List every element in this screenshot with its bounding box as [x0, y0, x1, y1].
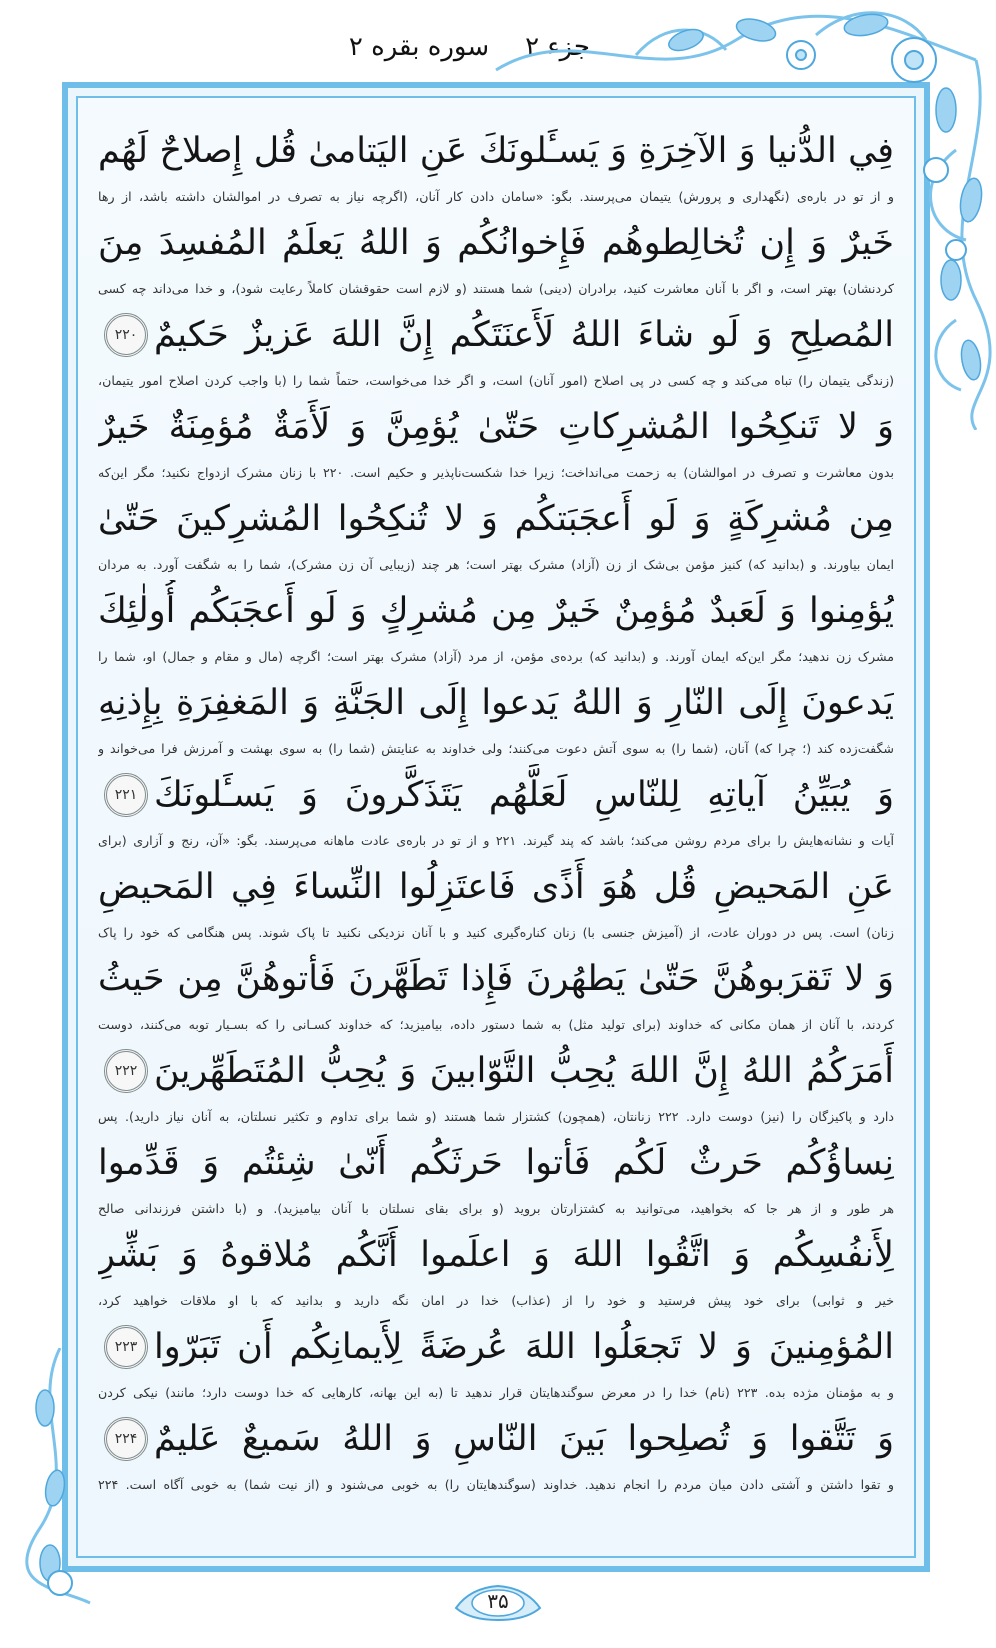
arabic-verse-line [98, 1316, 894, 1378]
arabic-verse-text: فِي الدُّنيا وَ الآخِرَةِ وَ يَسـَٔلونَكَ عَنِ اليَتامىٰ قُل إِصلاحٌ لَهُم [98, 131, 894, 171]
persian-translation-line: (زندگی یتیمان را) تباه می‌کند و چه کسی در پی اصلاح (امور آنان) است، و اگر خدا می‌خواست، حتماً شما را (با واجب کردن اصلاح امور یتیمان، [98, 373, 894, 388]
persian-translation-line: دارد و پاکیزگان را (نیز) دوست دارد. ۲۲۲ زنانتان، (همچون) کشتزار شما هستند (و شما برای تداوم و تکثیر نسلتان، به آنان نیاز دارید). پس [98, 1109, 894, 1124]
arabic-verse-line [98, 488, 894, 550]
arabic-verse-line [98, 1408, 894, 1470]
persian-translation-line: آیات و نشانه‌هایش را برای مردم روشن می‌کند؛ باشد که پند گیرند. ۲۲۱ و از تو در باره‌ی عادت ماهانه می‌پرسند. بگو: «آن، رنج و آزاری (برای [98, 833, 894, 848]
persian-translation-line: هر طور و از هر جا که بخواهید، می‌توانید به کشتزارتان بروید (و برای بقای نسلتان با آنان بیامیزید). و (با داشتن فرزندانی صالح [98, 1201, 894, 1216]
persian-translation-line: و از تو در باره‌ی (نگهداری و پرورش) یتیمان می‌پرسند. بگو: «سامان دادن کار آنان، (اگرچه نیاز به تصرف در اموالشان داشته باشد، از رها [98, 189, 894, 204]
arabic-verse-text: لِأَنفُسِكُم وَ اتَّقُوا اللهَ وَ اعلَموا أَنَّكُم مُلاقوهُ وَ بَشِّرِ [98, 1235, 894, 1275]
arabic-verse-line [98, 1224, 894, 1286]
surah-label: سوره بقره ۲ [348, 32, 490, 62]
arabic-verse-text: نِساؤُكُم حَرثٌ لَكُم فَأتوا حَرثَكُم أَنّىٰ شِئتُم وَ قَدِّموا [98, 1143, 894, 1183]
arabic-verse-line [98, 120, 894, 182]
persian-translation-line: ایمان بیاورند. و (بدانید که) کنیز مؤمن بی‌شک از زن (آزاد) مشرک بهتر است؛ هر چند (زیبایی آن زن مشرک)، شما را به شگفت آورد. به مردان [98, 557, 894, 572]
arabic-verse-line [98, 764, 894, 826]
arabic-verse-line [98, 672, 894, 734]
arabic-verse-line [98, 212, 894, 274]
arabic-verse-line [98, 948, 894, 1010]
persian-translation-line: کردند، با آنان از همان مکانی که خداوند (برای تولید مثل) به شما دستور داده، بیامیزید؛ که خداوند کسـانی را که بسـیار توبه می‌کنند، دوست [98, 1017, 894, 1032]
ayah-number-marker: ۲۲۰ [104, 313, 148, 357]
arabic-verse-text: عَنِ المَحيضِ قُل هُوَ أَذًى فَاعتَزِلُوا النِّساءَ فِي المَحيضِ [98, 867, 894, 907]
arabic-verse-text: وَ يُبَيِّنُ آياتِهِ لِلنّاسِ لَعَلَّهُم يَتَذَكَّرونَ وَ يَسـَٔلونَكَ [154, 775, 894, 815]
arabic-verse-line [98, 396, 894, 458]
arabic-verse-line [98, 856, 894, 918]
persian-translation-line: بدون معاشرت و تصرف در اموالشان) به زحمت می‌انداخت؛ زیرا خدا شکست‌ناپذیر و حکیم است. ۲۲۰ با زنان مشرک ازدواج نکنید؛ مگر این‌که [98, 465, 894, 480]
persian-translation-line: زنان) است. پس در دوران عادت، از (آمیزش جنسی با) زنان کناره‌گیری کنید و با آنان نزدیکی نکنید تا پاک شوند. پس هنگامی که خود را پاک [98, 925, 894, 940]
arabic-verse-text: المُؤمِنينَ وَ لا تَجعَلُوا اللهَ عُرضَةً لِأَيمانِكُم أَن تَبَرّوا [154, 1327, 894, 1367]
page-number-text: ۳۵ [487, 1589, 509, 1613]
arabic-verse-text: مِن مُشرِكَةٍ وَ لَو أَعجَبَتكُم وَ لا تُنكِحُوا المُشرِكينَ حَتّىٰ [98, 499, 894, 539]
persian-translation-line: و تقوا داشتن و آشتی دادن میان مردم را انجام ندهید. خداوند (سوگندهایتان را) به خوبی می‌شنود و (از نیت شما) به خوبی آگاه است. ۲۲۴ [98, 1477, 894, 1492]
arabic-verse-line [98, 304, 894, 366]
arabic-verse-text: يَدعونَ إِلَى النّارِ وَ اللهُ يَدعوا إِلَى الجَنَّةِ وَ المَغفِرَةِ بِإِذنِهِ [98, 683, 894, 723]
ayah-number-marker: ۲۲۴ [104, 1417, 148, 1461]
ayah-number-marker: ۲۲۳ [104, 1325, 148, 1369]
arabic-verse-text: المُصلِحِ وَ لَو شاءَ اللهُ لَأَعنَتَكُم إِنَّ اللهَ عَزيزٌ حَكيمٌ [154, 315, 894, 355]
arabic-verse-line [98, 1040, 894, 1102]
persian-translation-line: شگفت‌زده کند (؛ چرا که) آنان، (شما را) به سوی آتش دعوت می‌کنند؛ ولی خداوند به عنایتش (شما را) به سوی بهشت و آمرزش فرا می‌خواند و [98, 741, 894, 756]
verse-lines [98, 120, 894, 1500]
ayah-number-marker: ۲۲۲ [104, 1049, 148, 1093]
arabic-verse-text: وَ لا تَقرَبوهُنَّ حَتّىٰ يَطهُرنَ فَإِذا تَطَهَّرنَ فَأتوهُنَّ مِن حَيثُ [98, 959, 894, 999]
floral-ornament-bottom-icon [0, 1348, 110, 1608]
page-number [450, 1578, 546, 1624]
arabic-verse-line [98, 1132, 894, 1194]
persian-translation-line: و به مؤمنان مژده بده. ۲۲۳ (نام) خدا را در معرض سوگندهایتان قرار ندهید تا (به این بهانه، کارهایی که خدا دوست دارد؛ مانند) نیکی کردن [98, 1385, 894, 1400]
arabic-verse-line [98, 580, 894, 642]
juz-label: جزء ۲ [525, 32, 590, 62]
persian-translation-line: خیر و ثوابی) برای خود پیش فرستید و خود را از (عذاب) خدا در امان نگه دارید و بدانید که با او ملاقات خواهید کرد، [98, 1293, 894, 1308]
persian-translation-line: مشرک زن ندهید؛ مگر این‌که ایمان آورند. و (بدانید که) برده‌ی مؤمن، از مرد (آزاد) مشرک بهتر است؛ اگرچه (مال و مقام و جمال) او، شما را [98, 649, 894, 664]
arabic-verse-text: يُؤمِنوا وَ لَعَبدٌ مُؤمِنٌ خَيرٌ مِن مُشرِكٍ وَ لَو أَعجَبَكُم أُولٰئِكَ [98, 591, 894, 631]
persian-translation-line: کردنشان) بهتر است، و اگر با آنان معاشرت کنید، برادران (دینی) شما هستند (و لازم است حقوقشان کاملاً رعایت شود)، و خدا می‌داند چه کسی [98, 281, 894, 296]
arabic-verse-text: أَمَرَكُمُ اللهُ إِنَّ اللهَ يُحِبُّ التَّوّابينَ وَ يُحِبُّ المُتَطَهِّرينَ [154, 1051, 894, 1091]
arabic-verse-text: وَ لا تَنكِحُوا المُشرِكاتِ حَتّىٰ يُؤمِنَّ وَ لَأَمَةٌ مُؤمِنَةٌ خَيرٌ [98, 407, 894, 447]
arabic-verse-text: خَيرٌ وَ إِن تُخالِطوهُم فَإِخوانُكُم وَ اللهُ يَعلَمُ المُفسِدَ مِنَ [98, 223, 894, 263]
arabic-verse-text: وَ تَتَّقوا وَ تُصلِحوا بَينَ النّاسِ وَ اللهُ سَميعٌ عَليمٌ [154, 1419, 894, 1459]
ayah-number-marker: ۲۲۱ [104, 773, 148, 817]
quran-page-content [98, 120, 894, 1550]
